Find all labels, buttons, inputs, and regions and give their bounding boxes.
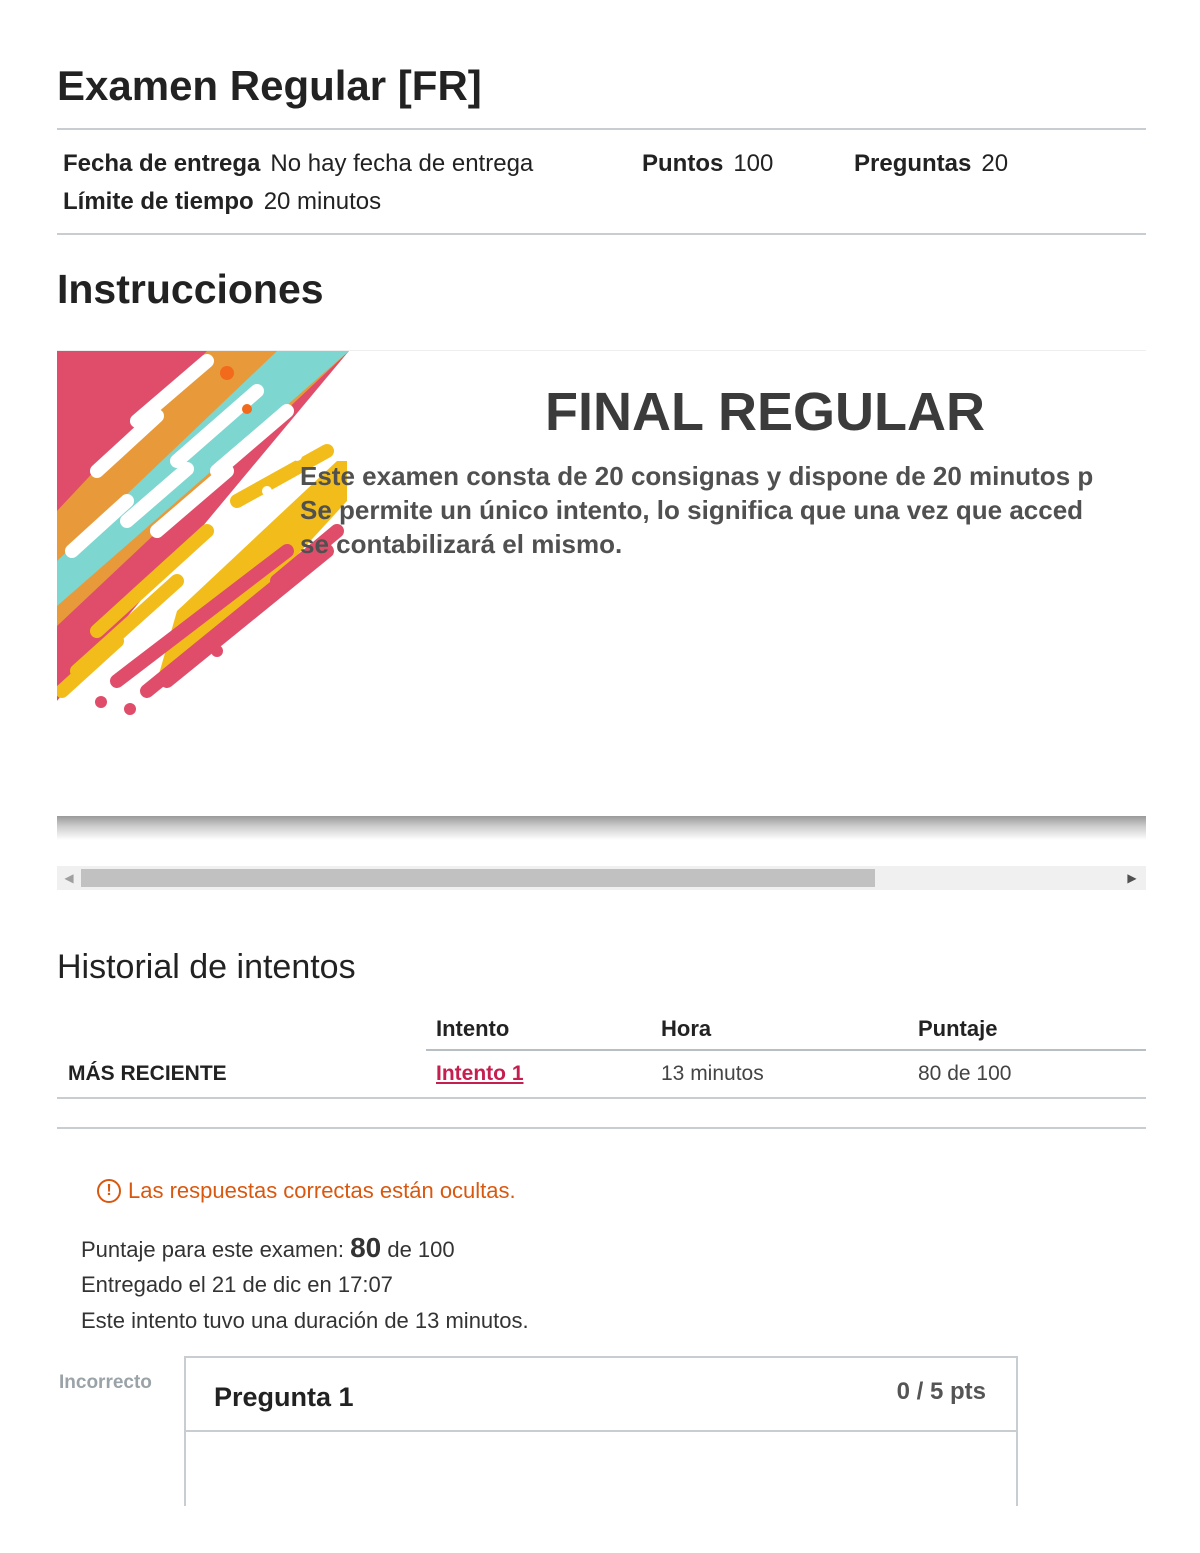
exclamation-circle-icon: ! [97,1179,121,1203]
question-status: Incorrecto [59,1372,152,1393]
banner-line: Se permite un único intento, lo significa que una vez que acced [300,495,1084,525]
points-label: Puntos [642,150,724,177]
score-prefix: Puntaje para este examen: [81,1237,351,1262]
row-label: MÁS RECIENTE [68,1062,227,1085]
questions-value: 20 [981,150,1009,177]
score-suffix: de 100 [381,1237,455,1262]
hidden-answers-notice [97,1178,516,1204]
due-date [63,150,533,178]
time-limit-value: 20 minutos [263,188,382,215]
instructions-heading: Instrucciones [57,266,324,312]
table-row-divider [57,1097,1146,1099]
scrollbar-thumb[interactable] [81,869,875,887]
column-header-score: Puntaje [918,1016,998,1041]
column-header-attempt: Intento [436,1016,510,1041]
attempt-score: 80 de 100 [918,1062,1012,1085]
points [642,150,773,178]
question-header [186,1358,1016,1432]
attempt-time: 13 minutos [661,1062,764,1085]
exam-score [81,1232,455,1264]
banner-text [300,459,1093,561]
banner-card [57,350,1146,820]
scroll-right-arrow-icon[interactable]: ▶ [1127,871,1137,885]
score-value: 80 [350,1232,382,1263]
questions [854,150,1008,178]
due-date-label: Fecha de entrega [63,150,261,177]
scroll-left-arrow-icon[interactable]: ◀ [64,871,74,885]
horizontal-scrollbar[interactable] [57,866,1146,890]
table-header-divider [426,1049,1146,1051]
time-limit-label: Límite de tiempo [63,188,254,215]
history-heading: Historial de intentos [57,948,356,986]
divider [57,1127,1146,1129]
points-value: 100 [733,150,774,177]
attempt-link[interactable]: Intento 1 [436,1062,524,1085]
banner-line: se contabilizará el mismo. [300,529,623,559]
due-date-value: No hay fecha de entrega [270,150,534,177]
column-header-time: Hora [661,1016,712,1041]
question-card [184,1356,1018,1506]
banner-title: FINAL REGULAR [545,382,985,442]
question-points: 0 / 5 pts [896,1378,986,1405]
hidden-answers-text: Las respuestas correctas están ocultas. [128,1178,516,1203]
attempt-duration: Este intento tuvo una duración de 13 minutos. [81,1308,529,1333]
divider [57,233,1146,235]
time-limit [63,188,381,216]
page-title: Examen Regular [FR] [57,62,482,109]
submitted-date: Entregado el 21 de dic en 17:07 [81,1272,393,1297]
divider [57,128,1146,130]
question-title: Pregunta 1 [214,1382,354,1412]
banner-line: Este examen consta de 20 consignas y dispone de 20 minutos p [300,461,1094,491]
banner-shadow [57,816,1146,840]
questions-label: Preguntas [854,150,972,177]
instructions-banner [57,350,1146,848]
